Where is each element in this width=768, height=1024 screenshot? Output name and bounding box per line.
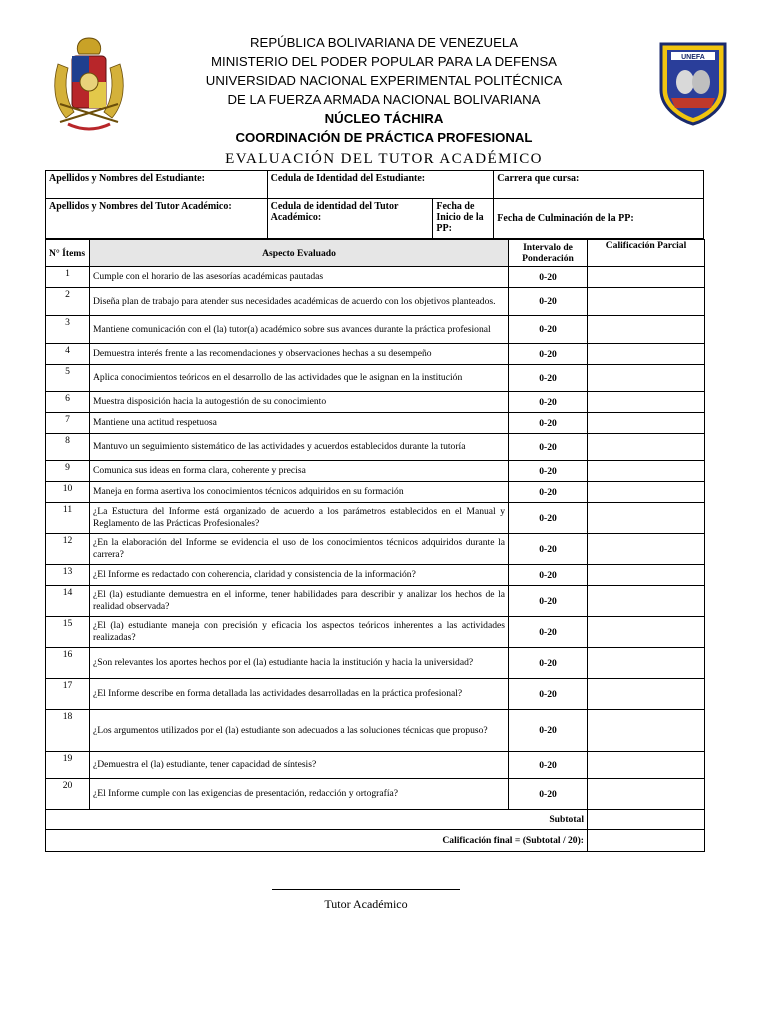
- item-grade-cell[interactable]: [588, 679, 705, 710]
- item-aspect: ¿Son relevantes los aportes hechos por el (la) estudiante hacia la institución y hacia la universidad?: [90, 648, 509, 679]
- item-number: 15: [46, 617, 90, 648]
- table-row: [46, 710, 705, 752]
- item-grade-cell[interactable]: [588, 288, 705, 316]
- item-range: 0-20: [509, 482, 588, 503]
- item-number: 13: [46, 565, 90, 586]
- item-range: 0-20: [509, 779, 588, 810]
- item-grade-cell[interactable]: [588, 617, 705, 648]
- item-aspect: ¿Los argumentos utilizados por el (la) estudiante son adecuados a las soluciones técnicas que propuso?: [90, 710, 509, 752]
- item-aspect: Demuestra interés frente a las recomendaciones y observaciones hechas a su desempeño: [90, 344, 509, 365]
- table-row: [46, 752, 705, 779]
- institution-header: [0, 33, 768, 147]
- item-range: 0-20: [509, 365, 588, 392]
- item-number: 12: [46, 534, 90, 565]
- item-range: 0-20: [509, 752, 588, 779]
- career-field[interactable]: Carrera que cursa:: [494, 171, 704, 199]
- final-grade-label: Calificación final = (Subtotal / 20):: [46, 830, 588, 852]
- item-number: 14: [46, 586, 90, 617]
- table-row: [46, 534, 705, 565]
- item-range: 0-20: [509, 565, 588, 586]
- item-grade-cell[interactable]: [588, 434, 705, 461]
- item-aspect: Diseña plan de trabajo para atender sus necesidades académicas de acuerdo con los objetivos planteados.: [90, 288, 509, 316]
- item-range: 0-20: [509, 316, 588, 344]
- item-aspect: ¿El Informe cumple con las exigencias de presentación, redacción y ortografía?: [90, 779, 509, 810]
- table-row: [46, 413, 705, 434]
- student-id-field[interactable]: Cedula de Identidad del Estudiante:: [267, 171, 494, 199]
- header-coordinacion: COORDINACIÓN DE PRÁCTICA PROFESIONAL: [235, 130, 533, 145]
- item-range: 0-20: [509, 392, 588, 413]
- item-grade-cell[interactable]: [588, 392, 705, 413]
- end-date-field[interactable]: Fecha de Culminación de la PP:: [494, 199, 704, 239]
- table-row: [46, 648, 705, 679]
- item-number: 1: [46, 267, 90, 288]
- item-number: 16: [46, 648, 90, 679]
- signature-label: Tutor Académico: [324, 897, 408, 911]
- item-number: 7: [46, 413, 90, 434]
- item-number: 5: [46, 365, 90, 392]
- item-range: 0-20: [509, 617, 588, 648]
- item-aspect: Mantiene comunicación con el (la) tutor(a) académico sobre sus avances durante la práctica profesional: [90, 316, 509, 344]
- header-line-1: REPÚBLICA BOLIVARIANA DE VENEZUELA: [250, 35, 518, 50]
- table-row: [46, 482, 705, 503]
- item-range: 0-20: [509, 503, 588, 534]
- item-grade-cell[interactable]: [588, 710, 705, 752]
- item-number: 19: [46, 752, 90, 779]
- item-aspect: Cumple con el horario de las asesorías académicas pautadas: [90, 267, 509, 288]
- item-range: 0-20: [509, 434, 588, 461]
- column-header-range: Intervalo de Ponderación: [509, 240, 588, 267]
- item-number: 4: [46, 344, 90, 365]
- item-aspect: ¿El Informe es redactado con coherencia, claridad y consistencia de la información?: [90, 565, 509, 586]
- table-row: [46, 617, 705, 648]
- student-name-field[interactable]: Apellidos y Nombres del Estudiante:: [46, 171, 268, 199]
- item-aspect: ¿En la elaboración del Informe se evidencia el uso de los conocimientos técnicos adquiridos durante la carrera?: [90, 534, 509, 565]
- column-header-aspect: Aspecto Evaluado: [90, 240, 509, 267]
- item-grade-cell[interactable]: [588, 413, 705, 434]
- item-number: 6: [46, 392, 90, 413]
- table-row: [46, 365, 705, 392]
- table-row: [46, 316, 705, 344]
- item-range: 0-20: [509, 679, 588, 710]
- table-row: [46, 503, 705, 534]
- item-grade-cell[interactable]: [588, 534, 705, 565]
- item-range: 0-20: [509, 648, 588, 679]
- item-grade-cell[interactable]: [588, 752, 705, 779]
- table-row: [46, 779, 705, 810]
- item-number: 17: [46, 679, 90, 710]
- item-range: 0-20: [509, 534, 588, 565]
- table-row: [46, 344, 705, 365]
- item-grade-cell[interactable]: [588, 503, 705, 534]
- item-aspect: Comunica sus ideas en forma clara, coherente y precisa: [90, 461, 509, 482]
- unefa-logo-text: UNEFA: [681, 54, 705, 61]
- item-aspect: ¿El (la) estudiante demuestra en el informe, tener habilidades para describir y analizar los hechos de la realidad observada?: [90, 586, 509, 617]
- start-date-field[interactable]: Fecha de Inicio de la PP:: [433, 199, 494, 239]
- item-grade-cell[interactable]: [588, 565, 705, 586]
- item-grade-cell[interactable]: [588, 344, 705, 365]
- header-line-2: MINISTERIO DEL PODER POPULAR PARA LA DEFENSA: [211, 54, 557, 69]
- subtotal-cell[interactable]: [588, 810, 705, 830]
- table-row: [46, 288, 705, 316]
- column-header-number: N° Ítems: [46, 240, 90, 267]
- signature-line[interactable]: [272, 889, 460, 890]
- final-grade-cell[interactable]: [588, 830, 705, 852]
- item-number: 11: [46, 503, 90, 534]
- item-aspect: ¿El (la) estudiante maneja con precisión y eficacia los aspectos teóricos inherentes a las actividades realizadas?: [90, 617, 509, 648]
- tutor-id-field[interactable]: Cedula de identidad del Tutor Académico:: [267, 199, 433, 239]
- item-number: 18: [46, 710, 90, 752]
- item-number: 20: [46, 779, 90, 810]
- table-row: [46, 392, 705, 413]
- item-grade-cell[interactable]: [588, 586, 705, 617]
- evaluation-table: [45, 239, 705, 852]
- table-row: [46, 267, 705, 288]
- item-grade-cell[interactable]: [588, 316, 705, 344]
- item-number: 9: [46, 461, 90, 482]
- item-aspect: ¿Demuestra el (la) estudiante, tener capacidad de síntesis?: [90, 752, 509, 779]
- page-title: EVALUACIÓN DEL TUTOR ACADÉMICO: [225, 151, 543, 167]
- tutor-name-field[interactable]: Apellidos y Nombres del Tutor Académico:: [46, 199, 268, 239]
- item-grade-cell[interactable]: [588, 482, 705, 503]
- item-range: 0-20: [509, 586, 588, 617]
- item-range: 0-20: [509, 461, 588, 482]
- item-grade-cell[interactable]: [588, 365, 705, 392]
- table-row: [46, 461, 705, 482]
- subtotal-label: Subtotal: [46, 810, 588, 830]
- student-info-table: [45, 170, 704, 239]
- item-aspect: Mantiene una actitud respetuosa: [90, 413, 509, 434]
- table-row: [46, 565, 705, 586]
- item-aspect: ¿El Informe describe en forma detallada las actividades desarrolladas en la práctica profesional?: [90, 679, 509, 710]
- item-number: 2: [46, 288, 90, 316]
- column-header-grade: Calificación Parcial: [588, 240, 705, 267]
- table-row: [46, 434, 705, 461]
- item-number: 8: [46, 434, 90, 461]
- table-row: [46, 586, 705, 617]
- item-aspect: Aplica conocimientos teóricos en el desarrollo de las actividades que le asignan en la institución: [90, 365, 509, 392]
- item-grade-cell[interactable]: [588, 461, 705, 482]
- item-aspect: ¿La Estuctura del Informe está organizado de acuerdo a los parámetros establecidos en el Manual y Reglamento de las Prácticas Profesionales?: [90, 503, 509, 534]
- item-range: 0-20: [509, 413, 588, 434]
- table-row: [46, 679, 705, 710]
- item-grade-cell[interactable]: [588, 779, 705, 810]
- item-aspect: Maneja en forma asertiva los conocimientos técnicos adquiridos en su formación: [90, 482, 509, 503]
- item-grade-cell[interactable]: [588, 648, 705, 679]
- item-aspect: Mantuvo un seguimiento sistemático de las actividades y acuerdos establecidos durante la tutoría: [90, 434, 509, 461]
- item-range: 0-20: [509, 288, 588, 316]
- item-grade-cell[interactable]: [588, 267, 705, 288]
- item-range: 0-20: [509, 267, 588, 288]
- item-range: 0-20: [509, 710, 588, 752]
- header-line-3: UNIVERSIDAD NACIONAL EXPERIMENTAL POLITÉCNICA: [205, 73, 563, 88]
- item-aspect: Muestra disposición hacia la autogestión de su conocimiento: [90, 392, 509, 413]
- item-number: 10: [46, 482, 90, 503]
- header-line-4: DE LA FUERZA ARMADA NACIONAL BOLIVARIANA: [227, 92, 541, 107]
- item-number: 3: [46, 316, 90, 344]
- header-nucleo: NÚCLEO TÁCHIRA: [324, 111, 444, 126]
- item-range: 0-20: [509, 344, 588, 365]
